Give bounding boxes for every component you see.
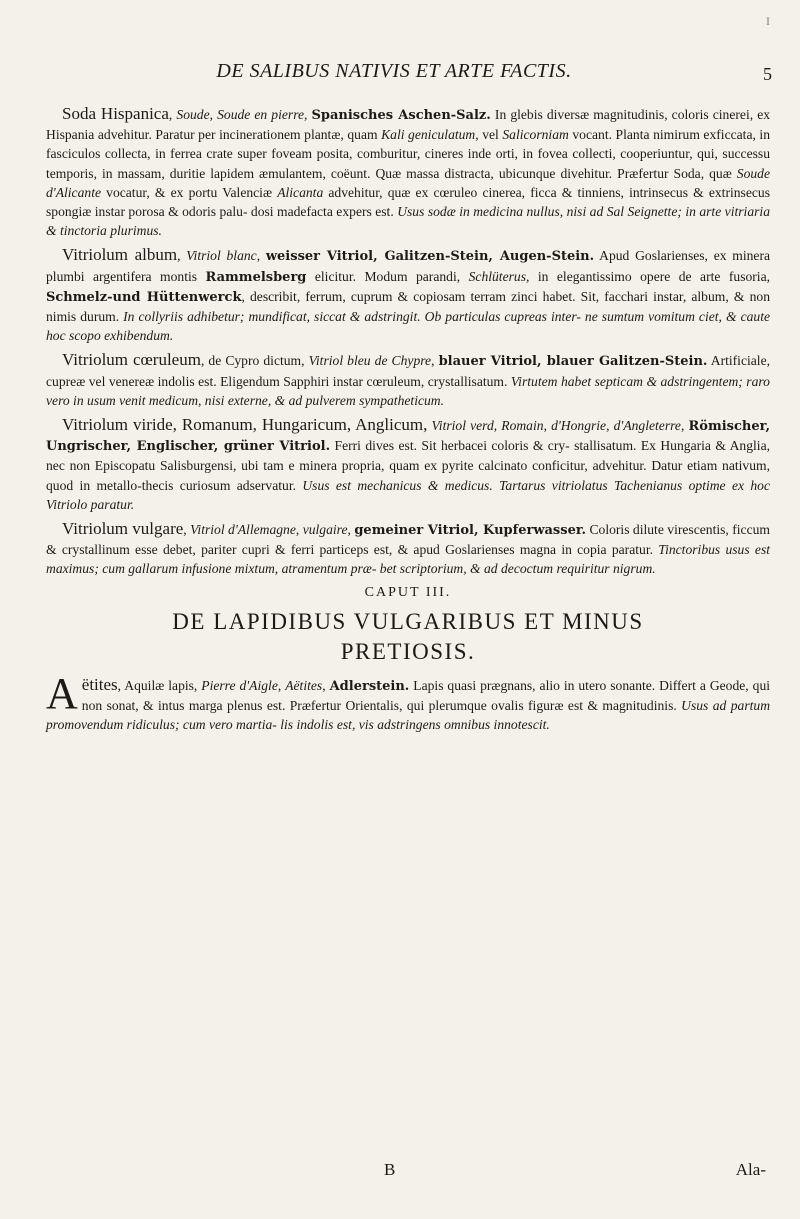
entry-vitriolum-viride: Vitriolum viride, Romanum, Hungaricum, Anglicum, Vitriol verd, Romain, d'Hongrie, d'Angleterre, Römischer, Ungrischer, Englischer, grüner Vitriol. Ferri dives est. Sit herbacei coloris & cry- stallisatum. Ex Hungaria & Anglia, nec non Episcopatu Salisburgensi, ubi tam e minera propria, quam ex pyrite calcinato conficitur, advehitur. Datur etiam nativum, quod in metallo-thecis curiosum adservatur. Usus est mechanicus & medicus. Tartarus vitriolatus Tachenianus optime ex hoc Vitriolo paratur. bbox=[46, 415, 771, 512]
german-name: weisser Vitriol, Galitzen-Stein, Augen-Stein. bbox=[265, 249, 595, 265]
german-name: Rammelsberg bbox=[205, 269, 307, 285]
page-footer bbox=[46, 1160, 770, 1184]
italic-text: Salicorniam bbox=[502, 127, 569, 143]
entry-vitriolum-album: Vitriolum album, Vitriol blanc, weisser Vitriol, Galitzen-Stein, Augen-Stein. Apud Goslarienses, ex minera plumbi argentifera montis Rammelsberg elicitur. Modum parandi, Schlüterus, in elegantissimo opere de arte fusoria, Schmelz-und Hüttenwerck, describit, ferrum, cuprum & copiosam terram zinci habet. Sit, facchari instar, album, & non nimis durum. In collyriis adhibetur; mundificat, siccat & adstringit. Ob particulas cupreas inter- ne sumtum vomitum ciet, & caute hoc scopo exhibendum. bbox=[46, 245, 771, 344]
italic-text: Schlüterus bbox=[468, 268, 526, 284]
italic-text: Kali geniculatum bbox=[381, 127, 476, 143]
german-name: blauer Vitriol, blauer Galitzen-Stein. bbox=[438, 354, 708, 370]
italic-text: Soude bbox=[176, 107, 210, 122]
italic-text: d'Hongrie bbox=[551, 418, 607, 434]
italic-text: Pierre d'Aigle bbox=[201, 677, 278, 693]
entry-vitriolum-vulgare: Vitriolum vulgare, Vitriol d'Allemagne, vulgaire, gemeiner Vitriol, Kupferwasser. Coloris dilute virescentis, ficcum & crystallinum esse debet, pariter cupri & ferri particeps est, & apud Goslarienses magna in copia paratur. Tinctoribus usus est maximus; cum gallarum infusione mixtum, atramentum præ- bet scriptorium, & ad decoctum requiritur nigrum. bbox=[46, 519, 771, 577]
italic-text: Vitriol blanc bbox=[186, 248, 257, 264]
italic-text: vulgaire bbox=[302, 522, 348, 538]
entry-soda: Soda Hispanica, Soude, Soude en pierre, Spanisches Aschen-Salz. In glebis diversæ magnitudinis, coloris cinerei, ex Hispania advehitur. Paratur per incinerationem plantæ, quam Kali geniculatum, vel Salicorniam vocant. Planta nimirum exficcata, in fasciculos collecta, in ferrea crate super foveam posita, comburitur, cineres inde orti, in fovea collecti, cooperiuntur, qui, successu temporis, in massam, duritie lapidem æmulantem, coëunt. Quæ massa distracta, ubicunque divehitur. Præfertur Soda, quæ Soude d'Alicante vocatur, & ex portu Valenciæ Alicanta advehitur, quæ ex cœruleo cinerea, ficca & tinniens, intrinsecus & extrinsecus spongiæ instar porosa & odoris palu- dosi madefacta expers est. Usus sodæ in medicina nullus, nisi ad Sal Seignette; in arte vitriaria & tinctoria plurimus. bbox=[46, 104, 771, 239]
page-body bbox=[46, 104, 770, 739]
italic-text: Usus sodæ in medicina nullus, nisi ad Sal Seignette; in arte vitriaria & tinctoria plurimus. bbox=[46, 204, 770, 239]
entry-lead: Vitriolum vulgare bbox=[62, 519, 184, 539]
page-header bbox=[52, 14, 776, 90]
german-name: Spanisches Aschen-Salz. bbox=[311, 108, 491, 123]
entry-lead: Vitriolum cœruleum bbox=[62, 350, 201, 370]
chapter-title-line-1: DE LAPIDIBUS VULGARIBUS ET MINUS bbox=[172, 608, 644, 634]
italic-text: Vitriol bleu de Chypre bbox=[308, 353, 432, 369]
italic-text: Soude en pierre bbox=[217, 107, 305, 122]
italic-text: Vitriol d'Allemagne bbox=[190, 522, 296, 538]
italic-text: Vitriol verd bbox=[431, 418, 494, 434]
book-page bbox=[32, 0, 776, 1219]
corner-mark: I bbox=[766, 14, 770, 28]
entry-lead: Vitriolum viride, Romanum, Hungaricum, Anglicum, bbox=[62, 415, 428, 435]
italic-text: Romain bbox=[501, 418, 544, 434]
german-name: Adlerstein. bbox=[329, 678, 410, 694]
italic-text: Aëtites bbox=[285, 677, 323, 693]
entry-lead: Vitriolum album bbox=[62, 245, 178, 265]
italic-text: Virtutem habet septicam & adstringentem; raro vero in usum venit medicum, nisi externe, & ad pulverem sympatheticum. bbox=[46, 373, 770, 408]
italic-text: Usus ad partum promovendum ridiculus; cum vero martia- lis indolis est, vis adstringens omnibus innotescit. bbox=[46, 697, 771, 733]
chapter-label: CAPUT III. bbox=[364, 584, 452, 600]
page-number: 5 bbox=[763, 64, 772, 84]
german-name: gemeiner Vitriol, Kupferwasser. bbox=[354, 523, 587, 539]
chapter-title-line-2: PRETIOSIS. bbox=[340, 638, 476, 664]
italic-text: Alicanta bbox=[277, 184, 324, 200]
german-name: Schmelz-und Hüttenwerck bbox=[46, 289, 242, 305]
signature-mark: B bbox=[384, 1160, 396, 1179]
catchword: Ala- bbox=[735, 1160, 766, 1179]
italic-text: Tinctoribus usus est maximus; cum gallarum infusione mixtum, atramentum præ- bet scriptorium, & ad decoctum requiritur nigrum. bbox=[46, 542, 771, 577]
entry-aetites bbox=[46, 668, 771, 735]
entry-text: , Aquilæ lapis, Pierre d'Aigle, Aëtites, Adlerstein. Lapis quasi prægnans, alio in utero sonante. Differt a Geode, qui non sonat, & intus marga plenus est. Præfertur Orientalis, qui plerumque ovalis figuræ est & magnitudinis. Usus ad partum promovendum ridiculus; cum vero martia- lis indolis est, vis adstringens omnibus innotescit. bbox=[46, 677, 771, 733]
entry-lead: ëtites bbox=[81, 674, 118, 694]
running-title: DE SALIBUS NATIVIS ET ARTE FACTIS. bbox=[216, 60, 572, 82]
italic-text: Soude d'Alicante bbox=[46, 165, 770, 200]
italic-text: In collyriis adhibetur; mundificat, siccat & adstringit. Ob particulas cupreas inter- ne sumtum vomitum ciet, & caute hoc scopo exhibendum. bbox=[46, 309, 771, 344]
italic-text: Usus est mechanicus & medicus. Tartarus vitriolatus Tachenianus optime ex hoc Vitriolo paratur. bbox=[46, 477, 770, 512]
entry-vitriolum-coeruleum: Vitriolum cœruleum, de Cypro dictum, Vitriol bleu de Chypre, blauer Vitriol, blauer Galitzen-Stein. Artificiale, cupreæ vel venereæ indolis est. Eligendum Sapphiri instar cœruleum, crystallisatum. Virtutem habet septicam & adstringentem; raro vero in usum venit medicum, nisi externe, & ad pulverem sympatheticum. bbox=[46, 350, 771, 408]
entry-lead: Soda Hispanica bbox=[62, 104, 169, 123]
italic-text: d'Angleterre bbox=[613, 418, 681, 434]
drop-cap: A bbox=[46, 668, 78, 718]
german-name: Römischer, Ungrischer, Englischer, grüner Vitriol. bbox=[46, 419, 771, 455]
